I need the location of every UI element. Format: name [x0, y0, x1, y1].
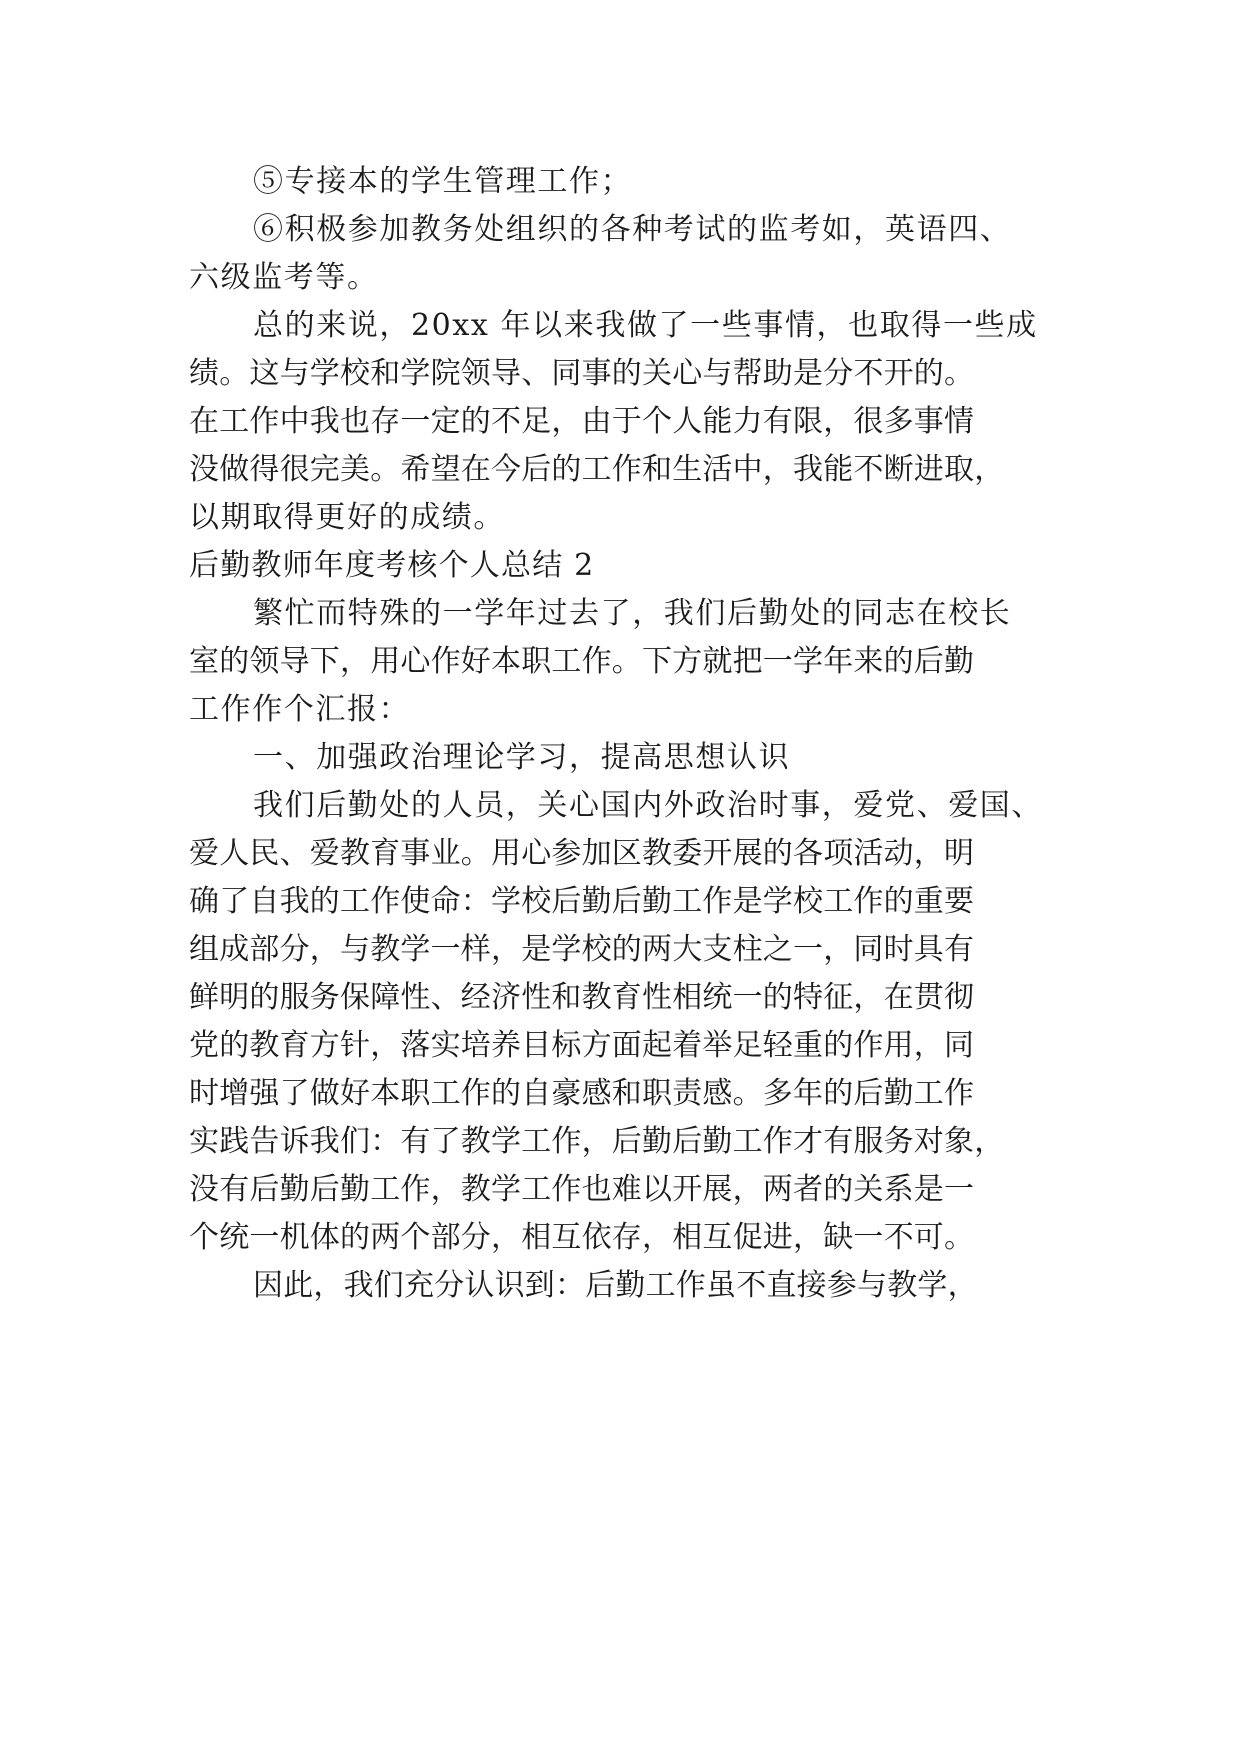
text-line: 没有后勤后勤工作，教学工作也难以开展，两者的关系是一 [189, 1172, 975, 1207]
text-line: 时增强了做好本职工作的自豪感和职责感。多年的后勤工作 [189, 1076, 975, 1111]
text-line: 没做得很完美。希望在今后的工作和生活中，我能不断进取， [189, 452, 1005, 487]
text-line: 繁忙而特殊的一学年过去了，我们后勤处的同志在校长 [253, 596, 1012, 631]
text-line: 组成部分，与教学一样，是学校的两大支柱之一，同时具有 [189, 932, 975, 967]
text-line: 实践告诉我们：有了教学工作，后勤后勤工作才有服务对象， [189, 1124, 1005, 1159]
text-line: 以期取得更好的成绩。 [189, 500, 505, 535]
text-line: 党的教育方针，落实培养目标方面起着举足轻重的作用，同 [189, 1028, 975, 1063]
text-line: 个统一机体的两个部分，相互依存，相互促进，缺一不可。 [189, 1220, 975, 1255]
subsection-heading: 一、加强政治理论学习，提高思想认识 [253, 740, 791, 775]
document-body [189, 158, 1069, 1310]
text-line: 总的来说，20xx 年以来我做了一些事情，也取得一些成 [253, 308, 1038, 343]
text-line: 我们后勤处的人员，关心国内外政治时事，爱党、爱国、 [253, 788, 1043, 823]
text-line: ⑥积极参加教务处组织的各种考试的监考如，英语四、 [253, 212, 1012, 247]
text-line: 六级监考等。 [189, 260, 379, 295]
text-line: 因此，我们充分认识到：后勤工作虽不直接参与教学， [253, 1268, 978, 1303]
text-line: 室的领导下，用心作好本职工作。下方就把一学年来的后勤 [189, 644, 975, 679]
text-line: 鲜明的服务保障性、经济性和教育性相统一的特征，在贯彻 [189, 980, 975, 1015]
text-line: 在工作中我也存一定的不足，由于个人能力有限，很多事情 [189, 404, 975, 439]
section-heading: 后勤教师年度考核个人总结 2 [189, 548, 595, 583]
text-line: 绩。这与学校和学院领导、同事的关心与帮助是分不开的。 [189, 356, 975, 391]
text-line: ⑤专接本的学生管理工作； [253, 164, 633, 199]
text-line: 爱人民、爱教育事业。用心参加区教委开展的各项活动，明 [189, 836, 975, 871]
text-line: 确了自我的工作使命：学校后勤后勤工作是学校工作的重要 [189, 884, 975, 919]
text-line: 工作作个汇报： [189, 692, 411, 727]
